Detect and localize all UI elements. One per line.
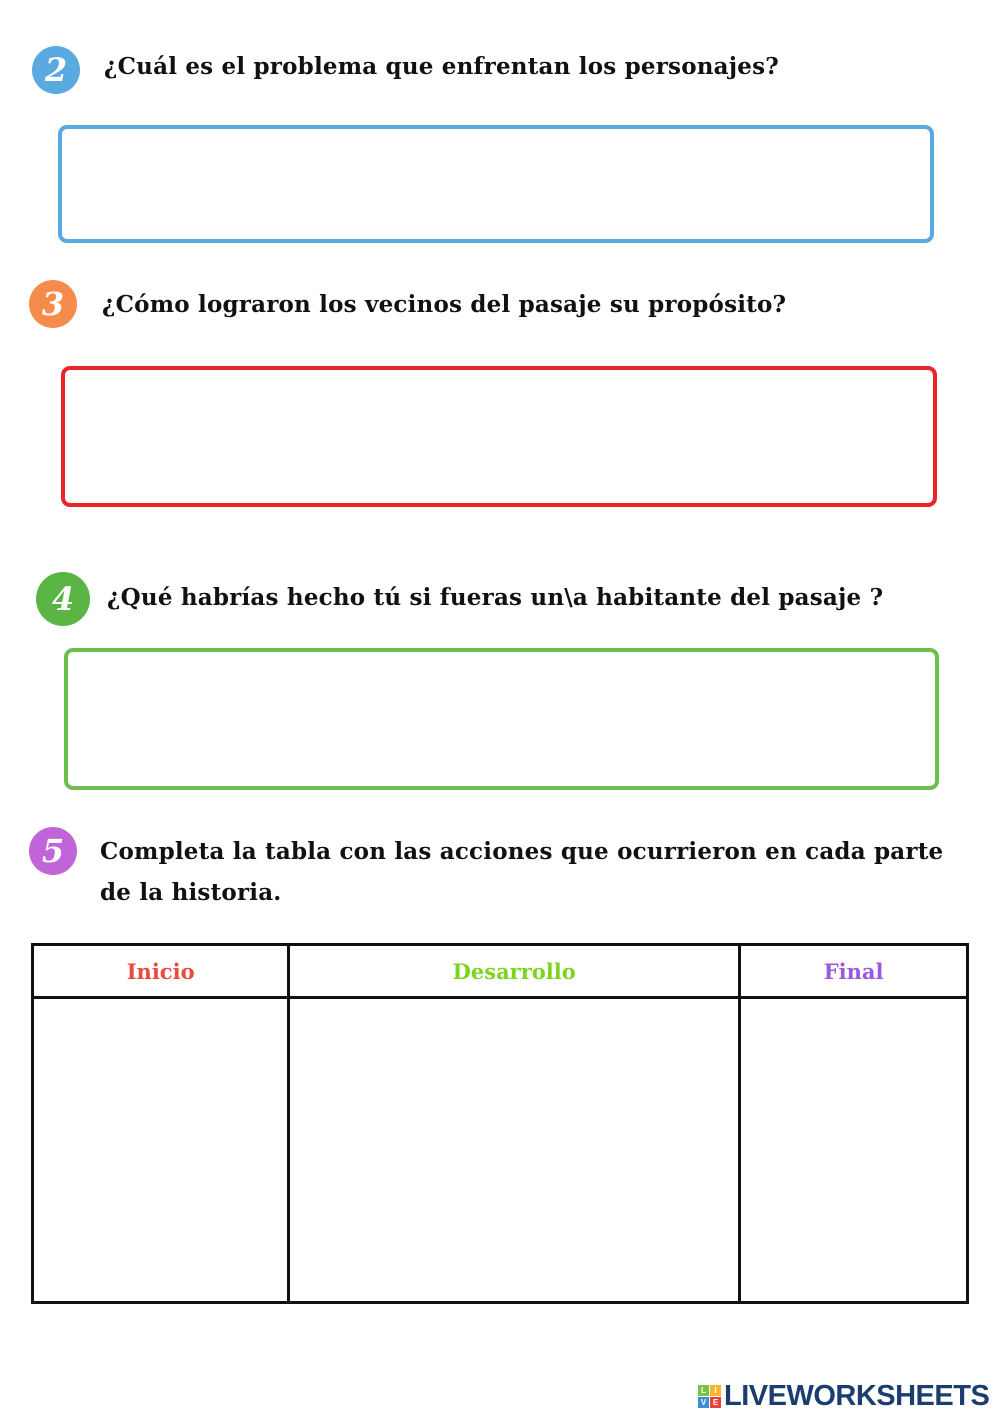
header-desarrollo: Desarrollo [289,945,740,998]
question-number-3-badge: 3 [29,280,77,328]
badge-letter: L [698,1385,709,1396]
question-number-2-badge: 2 [32,46,80,94]
cell-desarrollo[interactable] [289,998,740,1303]
story-parts-table [31,943,969,1304]
badge-letter: V [698,1397,709,1408]
logo-text: LIVEWORKSHEETS [724,1380,990,1412]
answer-box-2[interactable] [58,125,934,243]
question-number-4-badge: 4 [36,572,90,626]
cell-inicio[interactable] [33,998,289,1303]
answer-box-3[interactable] [61,366,937,507]
question-5-text: Completa la tabla con las acciones que ocurrieron en cada parte de la historia. [100,838,944,906]
question-2-text: ¿Cuál es el problema que enfrentan los personajes? [104,53,779,80]
question-number-5-badge: 5 [29,827,77,875]
question-3-text: ¿Cómo lograron los vecinos del pasaje su propósito? [102,291,787,318]
badge-letter: I [710,1385,721,1396]
answer-box-4[interactable] [64,648,939,790]
header-final: Final [740,945,968,998]
header-inicio: Inicio [33,945,289,998]
cell-final[interactable] [740,998,968,1303]
live-badge-icon [698,1385,721,1408]
question-4-text: ¿Qué habrías hecho tú si fueras un\a habitante del pasaje ? [107,584,884,611]
liveworksheets-logo [698,1380,989,1413]
badge-letter: E [710,1397,721,1408]
